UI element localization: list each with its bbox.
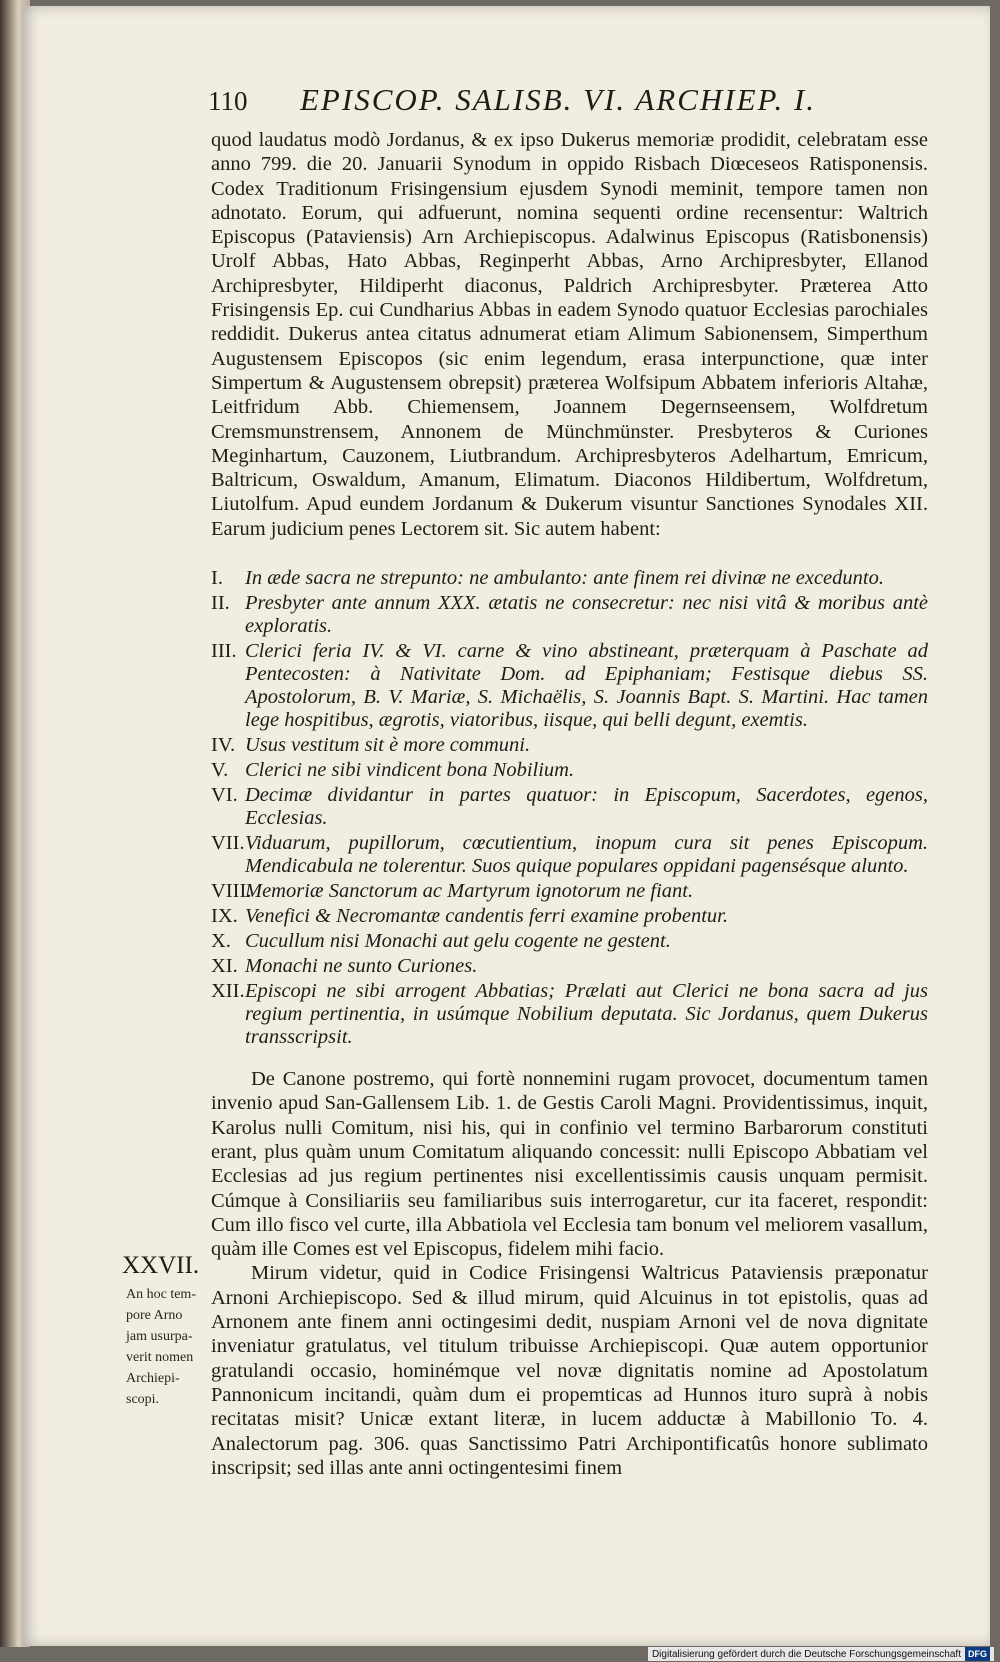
- margin-note-line: verit nomen: [126, 1350, 194, 1365]
- mirum-paragraph: Mirum videtur, quid in Codice Frisingensi Waltricus Pataviensis præponatur Arnoni Archiepiscopo. Sed & illud mirum, quid Alcuinus in tot epistolis, quas ad Arnonem ante finem anni octingesimi dedit, nuspiam Arnoni vel de nova dignitate inveniatur gratulatus, vel titulum tribuisse Archiepiscopi. Quæ autem opportunior gratulandi occasio, hominémque vel novæ dignitatis nomine ad Apostolatum Pannonicum incitandi, quàm dum ei propemticas ad Hunnos ituro suprà à nobis recitatas misit? Unicæ extant literæ, in lucem adductæ à Mabillonio To. 4. Analectorum pag. 306. quas Sanctissimo Patri Archipontificatûs honore sublimato inscripsit; sed illas ante anni octingentesimi finem: [211, 1262, 928, 1479]
- canon-text: In æde sacra ne strepunto: ne ambulanto: ante finem rei divinæ ne excedunto.: [245, 567, 884, 590]
- canon-item: [211, 930, 928, 953]
- margin-note-line: An hoc tem-: [126, 1287, 196, 1302]
- canon-text: Cucullum nisi Monachi aut gelu cogente ne gestent.: [245, 930, 671, 953]
- margin-note-line: Archiepi-: [126, 1371, 180, 1386]
- canon-number: I.: [211, 567, 223, 590]
- margin-note-line: pore Arno: [126, 1308, 183, 1323]
- canon-item: [211, 592, 928, 638]
- canon-text: Venefici & Necromantæ candentis ferri examine probentur.: [245, 905, 728, 928]
- canon-item: [211, 955, 928, 978]
- margin-note-line: scopi.: [126, 1392, 160, 1407]
- dfg-logo: DFG: [965, 1647, 990, 1661]
- canon-text: Decimæ dividantur in partes quatuor: in Episcopum, Sacerdotes, egenos, Ecclesias.: [245, 784, 928, 830]
- canon-text: Clerici feria IV. & VI. carne & vino abstineant, præterquam à Paschate ad Pentecosten: à Nativitate Dom. ad Epiphaniam; Festisque diebus SS. Apostolorum, B. V. Mariæ, S. Michaëlis, S. Joannis Bapt. S. Martini. Hac tamen lege hospitibus, ægrotis, viatoribus, iisque, qui belli degunt, exemtis.: [245, 640, 928, 732]
- canon-text: Clerici ne sibi vindicent bona Nobilium.: [245, 759, 575, 782]
- page-header: [208, 82, 928, 126]
- canon-text: Presbyter ante annum XXX. ætatis ne consecretur: nec nisi vitâ & moribus antè exploratis.: [245, 592, 928, 638]
- canon-text: Memoriæ Sanctorum ac Martyrum ignotorum ne fiant.: [245, 880, 694, 903]
- canon-item: [211, 734, 928, 757]
- canone-paragraph: De Canone postremo, qui fortè nonnemini rugam provocet, documentum tamen invenio apud San-Gallensem Lib. 1. de Gestis Caroli Magni. Providentissimus, inquit, Karolus nulli Comitum, nisi his, qui in confinio vel termino Barbarorum constituti erant, plus quàm unum Comitatum aliquando concessit: nulli Episcopo Abbatiam vel Ecclesias ad jus regium pertinentes nisi excellentissimis causis unquam permisit. Cúmque à Consiliariis seu familiaribus suis interrogaretur, cur ita faceret, respondit: Cum illo fisco vel curte, illa Abbatiola vel Ecclesia tam bonum vel meliorem vasallum, quàm ille Comes est vel Episcopus, fidelem mihi facio.: [211, 1068, 928, 1261]
- canon-number: XI.: [211, 955, 238, 978]
- margin-note: [126, 1284, 204, 1410]
- running-title: EPISCOP. SALISB. VI. ARCHIEP. I.: [300, 82, 817, 117]
- credit-text: Digitalisierung gefördert durch die Deutsche Forschungsgemeinschaft: [651, 1649, 961, 1660]
- main-text: [211, 128, 928, 1480]
- canon-item: [211, 640, 928, 732]
- canon-number: V.: [211, 759, 229, 782]
- intro-paragraph: quod laudatus modò Jordanus, & ex ipso Dukerus memoriæ prodidit, celebratam esse anno 799. die 20. Januarii Synodum in oppido Risbach Diœceseos Ratisponensis. Codex Traditionum Frisingensium ejusdem Synodi meminit, tempore tamen non adnotato. Eorum, qui adfuerunt, nomina sequenti ordine recensentur: Waltrich Episcopus (Pataviensis) Arn Archiepiscopus. Adalwinus Episcopus (Ratisbonensis) Urolf Abbas, Hato Abbas, Reginperht Abbas, Arno Archipresbyter, Ellanod Archipresbyter, Hildiperht diaconus, Paldrich Archipresbyter. Præterea Atto Frisingensis Ep. cui Cundharius Abbas in eadem Synodo quatuor Ecclesias parochiales reddidit. Dukerus antea citatus adnumerat etiam Alimum Sabionensem, Simperthum Augustensem Episcopos (sic enim legendum, erasa interpunctione, quæ inter Simpertum & Augustensem obrepsit) præterea Wolfsipum Abbatem inferioris Altahæ, Leitfridum Abb. Chiemensem, Joannem Degernseensem, Wolfdretum Cremsmunstrensem, Annonem de Münchmünster. Presbyteros & Curiones Meginhartum, Cauzonem, Liutbrandum. Archipresbyteros Adelhartum, Emricum, Baltricum, Oswaldum, Amanum, Elimatum. Diaconos Hildibertum, Wolfdretum, Liutolfum. Apud eundem Jordanum & Dukerum visuntur Sanctiones Synodales XII. Earum judicium penes Lectorem sit. Sic autem habent:: [211, 129, 928, 540]
- canon-number: VI.: [211, 784, 238, 807]
- canon-item: [211, 832, 928, 878]
- margin-note-line: jam usurpa-: [126, 1329, 193, 1344]
- canon-text: Viduarum, pupillorum, cœcutientium, inopum cura sit penes Episcopum. Mendicabula ne tolerentur. Suos quique populares oppidani pagensésque alunto.: [245, 832, 928, 878]
- canon-list: [211, 567, 928, 1049]
- canon-number: III.: [211, 640, 237, 663]
- canon-number: XII.: [211, 980, 245, 1003]
- margin-section-number: XXVII.: [122, 1252, 200, 1279]
- canon-number: II.: [211, 592, 230, 615]
- canon-text: Episcopi ne sibi arrogent Abbatias; Prælati aut Clerici ne bona sacra ad jus regium pertinentia, in usúmque Nobilium deputata. Sic Jordanus, quem Dukerus transscripsit.: [245, 980, 928, 1049]
- canon-number: X.: [211, 930, 231, 953]
- canon-number: VII.: [211, 832, 245, 855]
- canon-text: Monachi ne sunto Curiones.: [245, 955, 478, 978]
- canon-item: [211, 567, 928, 590]
- canon-item: [211, 784, 928, 830]
- canon-number: IV.: [211, 734, 236, 757]
- canon-item: [211, 980, 928, 1049]
- canon-number: IX.: [211, 905, 238, 928]
- canon-item: [211, 759, 928, 782]
- digitization-credit: [648, 1647, 994, 1661]
- canon-item: [211, 880, 928, 903]
- page-number: 110: [208, 86, 248, 116]
- canon-item: [211, 905, 928, 928]
- canon-number: VIII.: [211, 880, 252, 903]
- canon-text: Usus vestitum sit è more communi.: [245, 734, 531, 757]
